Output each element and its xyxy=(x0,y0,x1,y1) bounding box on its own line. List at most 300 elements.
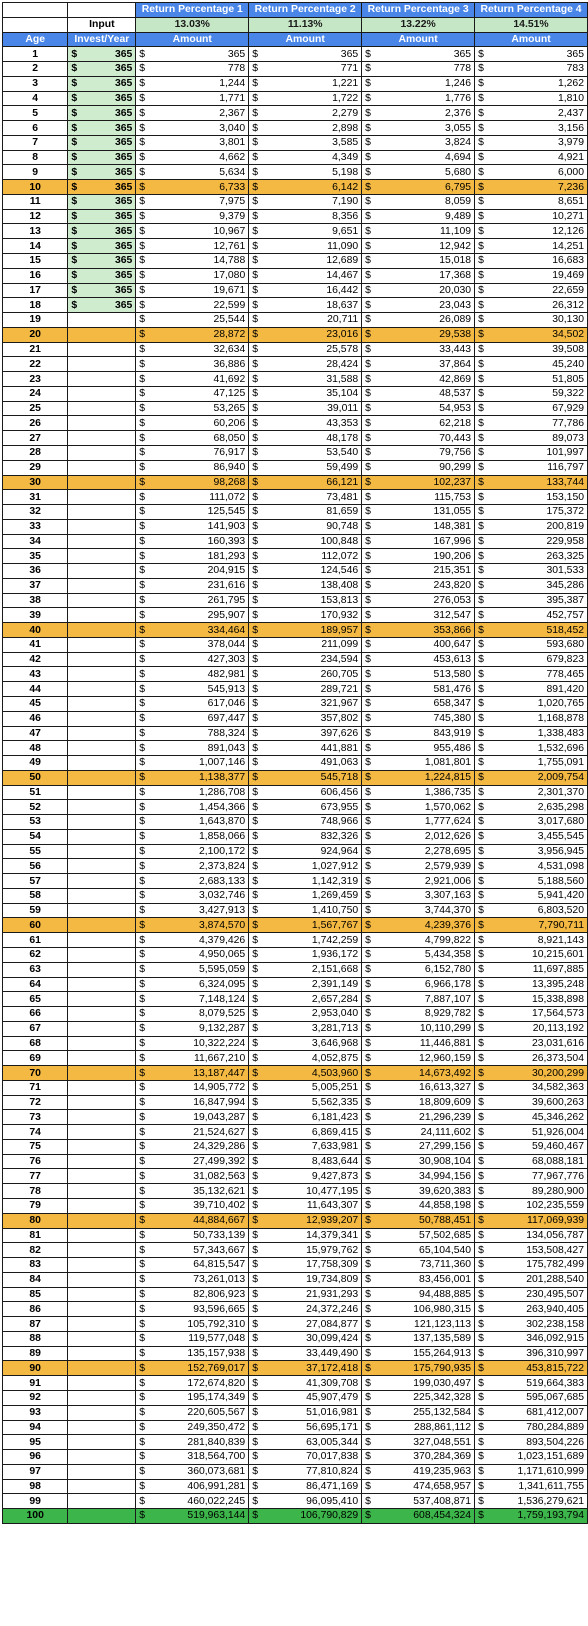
amount-cell-1[interactable] xyxy=(136,460,249,475)
amount-cell-3[interactable] xyxy=(362,1450,475,1465)
invest-cell[interactable] xyxy=(68,859,136,874)
amount-cell-1[interactable] xyxy=(136,800,249,815)
age-cell[interactable]: 31 xyxy=(3,490,68,505)
amount-cell-4[interactable] xyxy=(475,1021,588,1036)
amount-header-1[interactable]: Amount xyxy=(136,32,249,47)
age-cell[interactable]: 15 xyxy=(3,254,68,269)
age-cell[interactable]: 27 xyxy=(3,431,68,446)
amount-cell-2[interactable] xyxy=(249,726,362,741)
age-cell[interactable]: 14 xyxy=(3,239,68,254)
amount-cell-1[interactable] xyxy=(136,505,249,520)
age-cell[interactable]: 17 xyxy=(3,283,68,298)
amount-cell-1[interactable] xyxy=(136,785,249,800)
amount-cell-1[interactable] xyxy=(136,180,249,195)
age-cell[interactable]: 67 xyxy=(3,1021,68,1036)
amount-cell-3[interactable] xyxy=(362,1361,475,1376)
age-cell[interactable]: 48 xyxy=(3,741,68,756)
amount-cell-2[interactable] xyxy=(249,1125,362,1140)
invest-cell[interactable] xyxy=(68,1464,136,1479)
amount-cell-4[interactable] xyxy=(475,578,588,593)
amount-cell-2[interactable] xyxy=(249,1331,362,1346)
amount-cell-3[interactable] xyxy=(362,386,475,401)
amount-cell-2[interactable] xyxy=(249,992,362,1007)
amount-cell-4[interactable] xyxy=(475,652,588,667)
return-pct-2[interactable]: 11.13% xyxy=(249,17,362,32)
amount-cell-4[interactable] xyxy=(475,608,588,623)
amount-cell-3[interactable] xyxy=(362,150,475,165)
amount-cell-3[interactable] xyxy=(362,224,475,239)
amount-cell-2[interactable] xyxy=(249,1036,362,1051)
amount-cell-1[interactable] xyxy=(136,1169,249,1184)
age-cell[interactable]: 58 xyxy=(3,888,68,903)
amount-cell-4[interactable] xyxy=(475,962,588,977)
amount-cell-1[interactable] xyxy=(136,564,249,579)
amount-cell-3[interactable] xyxy=(362,357,475,372)
age-cell[interactable]: 95 xyxy=(3,1435,68,1450)
amount-cell-3[interactable] xyxy=(362,1036,475,1051)
age-cell[interactable]: 71 xyxy=(3,1080,68,1095)
age-cell[interactable]: 29 xyxy=(3,460,68,475)
amount-cell-4[interactable] xyxy=(475,313,588,328)
amount-cell-4[interactable] xyxy=(475,1405,588,1420)
amount-cell-3[interactable] xyxy=(362,696,475,711)
amount-cell-1[interactable] xyxy=(136,490,249,505)
invest-cell[interactable] xyxy=(68,1125,136,1140)
amount-cell-3[interactable] xyxy=(362,106,475,121)
age-cell[interactable]: 19 xyxy=(3,313,68,328)
amount-cell-3[interactable] xyxy=(362,1169,475,1184)
amount-cell-4[interactable] xyxy=(475,815,588,830)
amount-cell-1[interactable] xyxy=(136,918,249,933)
amount-cell-2[interactable] xyxy=(249,1199,362,1214)
invest-cell[interactable] xyxy=(68,1066,136,1081)
amount-cell-1[interactable] xyxy=(136,386,249,401)
amount-cell-1[interactable] xyxy=(136,948,249,963)
amount-cell-3[interactable] xyxy=(362,1021,475,1036)
amount-cell-2[interactable] xyxy=(249,1051,362,1066)
invest-cell[interactable] xyxy=(68,239,136,254)
age-cell[interactable]: 36 xyxy=(3,564,68,579)
amount-cell-2[interactable] xyxy=(249,1509,362,1524)
age-cell[interactable]: 45 xyxy=(3,696,68,711)
amount-cell-4[interactable] xyxy=(475,1228,588,1243)
amount-cell-4[interactable] xyxy=(475,1243,588,1258)
amount-cell-4[interactable] xyxy=(475,1331,588,1346)
age-cell[interactable]: 23 xyxy=(3,372,68,387)
amount-cell-4[interactable] xyxy=(475,1346,588,1361)
amount-cell-3[interactable] xyxy=(362,91,475,106)
amount-cell-3[interactable] xyxy=(362,268,475,283)
amount-cell-1[interactable] xyxy=(136,135,249,150)
amount-cell-3[interactable] xyxy=(362,756,475,771)
age-cell[interactable]: 90 xyxy=(3,1361,68,1376)
age-cell[interactable]: 6 xyxy=(3,121,68,136)
amount-cell-2[interactable] xyxy=(249,445,362,460)
invest-cell[interactable] xyxy=(68,342,136,357)
amount-cell-3[interactable] xyxy=(362,1331,475,1346)
amount-cell-1[interactable] xyxy=(136,165,249,180)
amount-cell-4[interactable] xyxy=(475,711,588,726)
amount-cell-3[interactable] xyxy=(362,1228,475,1243)
invest-header[interactable]: Invest/Year xyxy=(68,32,136,47)
amount-cell-3[interactable] xyxy=(362,475,475,490)
age-cell[interactable]: 9 xyxy=(3,165,68,180)
amount-cell-4[interactable] xyxy=(475,47,588,62)
invest-cell[interactable] xyxy=(68,475,136,490)
amount-cell-1[interactable] xyxy=(136,357,249,372)
amount-cell-2[interactable] xyxy=(249,933,362,948)
amount-cell-2[interactable] xyxy=(249,47,362,62)
amount-cell-4[interactable] xyxy=(475,1450,588,1465)
invest-cell[interactable] xyxy=(68,874,136,889)
amount-cell-3[interactable] xyxy=(362,490,475,505)
amount-cell-4[interactable] xyxy=(475,1361,588,1376)
invest-cell[interactable] xyxy=(68,106,136,121)
invest-cell[interactable] xyxy=(68,1169,136,1184)
amount-cell-4[interactable] xyxy=(475,194,588,209)
amount-cell-4[interactable] xyxy=(475,1272,588,1287)
invest-cell[interactable] xyxy=(68,815,136,830)
age-cell[interactable]: 81 xyxy=(3,1228,68,1243)
amount-cell-3[interactable] xyxy=(362,948,475,963)
amount-cell-1[interactable] xyxy=(136,1228,249,1243)
amount-cell-1[interactable] xyxy=(136,593,249,608)
age-cell[interactable]: 52 xyxy=(3,800,68,815)
amount-cell-4[interactable] xyxy=(475,933,588,948)
amount-cell-3[interactable] xyxy=(362,844,475,859)
invest-cell[interactable] xyxy=(68,1213,136,1228)
invest-cell[interactable] xyxy=(68,667,136,682)
amount-cell-4[interactable] xyxy=(475,1213,588,1228)
amount-cell-2[interactable] xyxy=(249,1317,362,1332)
age-cell[interactable]: 47 xyxy=(3,726,68,741)
amount-cell-2[interactable] xyxy=(249,1302,362,1317)
age-cell[interactable]: 24 xyxy=(3,386,68,401)
return-title-1[interactable]: Return Percentage 1 xyxy=(136,3,249,18)
amount-cell-2[interactable] xyxy=(249,1405,362,1420)
amount-header-3[interactable]: Amount xyxy=(362,32,475,47)
amount-cell-2[interactable] xyxy=(249,534,362,549)
amount-cell-1[interactable] xyxy=(136,1494,249,1509)
amount-cell-4[interactable] xyxy=(475,800,588,815)
amount-cell-4[interactable] xyxy=(475,1139,588,1154)
amount-cell-2[interactable] xyxy=(249,1376,362,1391)
age-cell[interactable]: 35 xyxy=(3,549,68,564)
age-cell[interactable]: 70 xyxy=(3,1066,68,1081)
amount-cell-1[interactable] xyxy=(136,62,249,77)
amount-cell-3[interactable] xyxy=(362,977,475,992)
amount-cell-1[interactable] xyxy=(136,1390,249,1405)
amount-cell-1[interactable] xyxy=(136,962,249,977)
amount-cell-3[interactable] xyxy=(362,1066,475,1081)
age-cell[interactable]: 1 xyxy=(3,47,68,62)
amount-cell-2[interactable] xyxy=(249,800,362,815)
amount-cell-3[interactable] xyxy=(362,121,475,136)
amount-cell-4[interactable] xyxy=(475,76,588,91)
amount-cell-3[interactable] xyxy=(362,1139,475,1154)
invest-cell[interactable] xyxy=(68,903,136,918)
amount-cell-1[interactable] xyxy=(136,741,249,756)
age-cell[interactable]: 74 xyxy=(3,1125,68,1140)
amount-cell-1[interactable] xyxy=(136,756,249,771)
amount-cell-4[interactable] xyxy=(475,977,588,992)
amount-cell-3[interactable] xyxy=(362,785,475,800)
amount-cell-2[interactable] xyxy=(249,874,362,889)
amount-cell-4[interactable] xyxy=(475,121,588,136)
amount-cell-2[interactable] xyxy=(249,903,362,918)
invest-cell[interactable] xyxy=(68,948,136,963)
invest-cell[interactable] xyxy=(68,549,136,564)
amount-cell-4[interactable] xyxy=(475,460,588,475)
amount-cell-4[interactable] xyxy=(475,888,588,903)
amount-cell-4[interactable] xyxy=(475,106,588,121)
age-cell[interactable]: 11 xyxy=(3,194,68,209)
invest-cell[interactable] xyxy=(68,918,136,933)
amount-cell-2[interactable] xyxy=(249,1243,362,1258)
amount-cell-2[interactable] xyxy=(249,1169,362,1184)
amount-cell-1[interactable] xyxy=(136,91,249,106)
amount-cell-4[interactable] xyxy=(475,505,588,520)
invest-cell[interactable] xyxy=(68,682,136,697)
invest-cell[interactable] xyxy=(68,829,136,844)
amount-cell-3[interactable] xyxy=(362,1272,475,1287)
amount-cell-2[interactable] xyxy=(249,637,362,652)
invest-cell[interactable] xyxy=(68,1036,136,1051)
invest-cell[interactable] xyxy=(68,888,136,903)
age-cell[interactable]: 84 xyxy=(3,1272,68,1287)
amount-cell-4[interactable] xyxy=(475,239,588,254)
invest-cell[interactable] xyxy=(68,564,136,579)
amount-cell-4[interactable] xyxy=(475,1317,588,1332)
amount-cell-1[interactable] xyxy=(136,76,249,91)
age-cell[interactable]: 59 xyxy=(3,903,68,918)
age-cell[interactable]: 13 xyxy=(3,224,68,239)
amount-cell-3[interactable] xyxy=(362,327,475,342)
amount-cell-4[interactable] xyxy=(475,1154,588,1169)
amount-cell-4[interactable] xyxy=(475,770,588,785)
amount-cell-3[interactable] xyxy=(362,829,475,844)
amount-cell-4[interactable] xyxy=(475,1287,588,1302)
amount-cell-2[interactable] xyxy=(249,1213,362,1228)
amount-cell-4[interactable] xyxy=(475,327,588,342)
invest-cell[interactable] xyxy=(68,770,136,785)
return-pct-4[interactable]: 14.51% xyxy=(475,17,588,32)
amount-cell-3[interactable] xyxy=(362,815,475,830)
invest-cell[interactable] xyxy=(68,76,136,91)
age-cell[interactable]: 73 xyxy=(3,1110,68,1125)
amount-cell-2[interactable] xyxy=(249,977,362,992)
amount-cell-2[interactable] xyxy=(249,194,362,209)
invest-cell[interactable] xyxy=(68,519,136,534)
amount-cell-2[interactable] xyxy=(249,578,362,593)
amount-cell-1[interactable] xyxy=(136,1184,249,1199)
amount-cell-1[interactable] xyxy=(136,313,249,328)
invest-cell[interactable] xyxy=(68,372,136,387)
age-cell[interactable]: 4 xyxy=(3,91,68,106)
amount-cell-2[interactable] xyxy=(249,756,362,771)
amount-cell-2[interactable] xyxy=(249,829,362,844)
amount-cell-2[interactable] xyxy=(249,549,362,564)
amount-cell-1[interactable] xyxy=(136,1272,249,1287)
invest-cell[interactable] xyxy=(68,800,136,815)
invest-cell[interactable] xyxy=(68,1346,136,1361)
amount-cell-3[interactable] xyxy=(362,460,475,475)
amount-cell-2[interactable] xyxy=(249,386,362,401)
amount-cell-4[interactable] xyxy=(475,534,588,549)
invest-cell[interactable] xyxy=(68,1154,136,1169)
amount-cell-2[interactable] xyxy=(249,401,362,416)
amount-cell-1[interactable] xyxy=(136,859,249,874)
amount-cell-2[interactable] xyxy=(249,209,362,224)
amount-cell-2[interactable] xyxy=(249,1361,362,1376)
amount-cell-4[interactable] xyxy=(475,1258,588,1273)
amount-cell-4[interactable] xyxy=(475,1095,588,1110)
amount-cell-4[interactable] xyxy=(475,549,588,564)
amount-cell-4[interactable] xyxy=(475,682,588,697)
amount-cell-1[interactable] xyxy=(136,445,249,460)
amount-cell-4[interactable] xyxy=(475,445,588,460)
invest-cell[interactable] xyxy=(68,1051,136,1066)
age-cell[interactable]: 89 xyxy=(3,1346,68,1361)
amount-cell-2[interactable] xyxy=(249,62,362,77)
amount-cell-3[interactable] xyxy=(362,962,475,977)
invest-cell[interactable] xyxy=(68,741,136,756)
amount-cell-2[interactable] xyxy=(249,1258,362,1273)
amount-cell-3[interactable] xyxy=(362,1420,475,1435)
age-cell[interactable]: 49 xyxy=(3,756,68,771)
age-cell[interactable]: 86 xyxy=(3,1302,68,1317)
invest-cell[interactable] xyxy=(68,165,136,180)
amount-cell-4[interactable] xyxy=(475,519,588,534)
amount-cell-1[interactable] xyxy=(136,977,249,992)
age-cell[interactable]: 94 xyxy=(3,1420,68,1435)
amount-cell-3[interactable] xyxy=(362,1390,475,1405)
amount-cell-4[interactable] xyxy=(475,992,588,1007)
amount-cell-2[interactable] xyxy=(249,135,362,150)
amount-cell-4[interactable] xyxy=(475,475,588,490)
age-cell[interactable]: 54 xyxy=(3,829,68,844)
amount-cell-4[interactable] xyxy=(475,150,588,165)
invest-cell[interactable] xyxy=(68,608,136,623)
amount-cell-3[interactable] xyxy=(362,1258,475,1273)
age-cell[interactable]: 100 xyxy=(3,1509,68,1524)
age-cell[interactable]: 30 xyxy=(3,475,68,490)
amount-cell-4[interactable] xyxy=(475,386,588,401)
amount-cell-3[interactable] xyxy=(362,1287,475,1302)
amount-cell-1[interactable] xyxy=(136,239,249,254)
invest-cell[interactable] xyxy=(68,150,136,165)
amount-cell-3[interactable] xyxy=(362,431,475,446)
amount-cell-4[interactable] xyxy=(475,1036,588,1051)
amount-cell-1[interactable] xyxy=(136,1154,249,1169)
amount-cell-2[interactable] xyxy=(249,76,362,91)
amount-cell-3[interactable] xyxy=(362,165,475,180)
amount-cell-3[interactable] xyxy=(362,298,475,313)
age-cell[interactable]: 22 xyxy=(3,357,68,372)
invest-cell[interactable] xyxy=(68,416,136,431)
amount-cell-2[interactable] xyxy=(249,844,362,859)
amount-cell-1[interactable] xyxy=(136,1036,249,1051)
amount-cell-2[interactable] xyxy=(249,268,362,283)
amount-cell-1[interactable] xyxy=(136,401,249,416)
amount-cell-1[interactable] xyxy=(136,696,249,711)
amount-cell-2[interactable] xyxy=(249,460,362,475)
invest-cell[interactable] xyxy=(68,1390,136,1405)
amount-cell-2[interactable] xyxy=(249,416,362,431)
amount-cell-4[interactable] xyxy=(475,903,588,918)
amount-cell-1[interactable] xyxy=(136,431,249,446)
age-cell[interactable]: 87 xyxy=(3,1317,68,1332)
amount-cell-1[interactable] xyxy=(136,1509,249,1524)
invest-cell[interactable] xyxy=(68,224,136,239)
invest-cell[interactable] xyxy=(68,209,136,224)
amount-cell-2[interactable] xyxy=(249,888,362,903)
invest-cell[interactable] xyxy=(68,460,136,475)
invest-cell[interactable] xyxy=(68,593,136,608)
amount-cell-2[interactable] xyxy=(249,1420,362,1435)
amount-cell-1[interactable] xyxy=(136,888,249,903)
amount-cell-1[interactable] xyxy=(136,106,249,121)
amount-cell-4[interactable] xyxy=(475,91,588,106)
amount-cell-4[interactable] xyxy=(475,431,588,446)
amount-cell-2[interactable] xyxy=(249,1095,362,1110)
amount-cell-4[interactable] xyxy=(475,283,588,298)
amount-cell-3[interactable] xyxy=(362,578,475,593)
amount-cell-4[interactable] xyxy=(475,1125,588,1140)
amount-cell-3[interactable] xyxy=(362,1080,475,1095)
amount-cell-3[interactable] xyxy=(362,593,475,608)
amount-header-4[interactable]: Amount xyxy=(475,32,588,47)
invest-cell[interactable] xyxy=(68,431,136,446)
invest-cell[interactable] xyxy=(68,1287,136,1302)
amount-cell-4[interactable] xyxy=(475,859,588,874)
amount-cell-1[interactable] xyxy=(136,1331,249,1346)
return-title-4[interactable]: Return Percentage 4 xyxy=(475,3,588,18)
invest-cell[interactable] xyxy=(68,711,136,726)
age-cell[interactable]: 69 xyxy=(3,1051,68,1066)
amount-cell-2[interactable] xyxy=(249,770,362,785)
amount-cell-2[interactable] xyxy=(249,298,362,313)
amount-cell-4[interactable] xyxy=(475,1184,588,1199)
amount-cell-2[interactable] xyxy=(249,962,362,977)
invest-cell[interactable] xyxy=(68,1509,136,1524)
amount-cell-4[interactable] xyxy=(475,1302,588,1317)
amount-cell-2[interactable] xyxy=(249,1390,362,1405)
amount-cell-1[interactable] xyxy=(136,194,249,209)
amount-cell-4[interactable] xyxy=(475,874,588,889)
age-cell[interactable]: 83 xyxy=(3,1258,68,1273)
amount-cell-3[interactable] xyxy=(362,1213,475,1228)
amount-cell-3[interactable] xyxy=(362,1376,475,1391)
amount-cell-1[interactable] xyxy=(136,372,249,387)
amount-cell-1[interactable] xyxy=(136,47,249,62)
invest-cell[interactable] xyxy=(68,254,136,269)
age-cell[interactable]: 78 xyxy=(3,1184,68,1199)
amount-cell-2[interactable] xyxy=(249,357,362,372)
invest-cell[interactable] xyxy=(68,490,136,505)
amount-cell-3[interactable] xyxy=(362,711,475,726)
invest-cell[interactable] xyxy=(68,1361,136,1376)
invest-cell[interactable] xyxy=(68,756,136,771)
amount-cell-3[interactable] xyxy=(362,859,475,874)
invest-cell[interactable] xyxy=(68,1110,136,1125)
amount-cell-2[interactable] xyxy=(249,519,362,534)
amount-cell-4[interactable] xyxy=(475,490,588,505)
invest-cell[interactable] xyxy=(68,933,136,948)
amount-cell-1[interactable] xyxy=(136,1199,249,1214)
amount-cell-3[interactable] xyxy=(362,1509,475,1524)
age-cell[interactable]: 2 xyxy=(3,62,68,77)
